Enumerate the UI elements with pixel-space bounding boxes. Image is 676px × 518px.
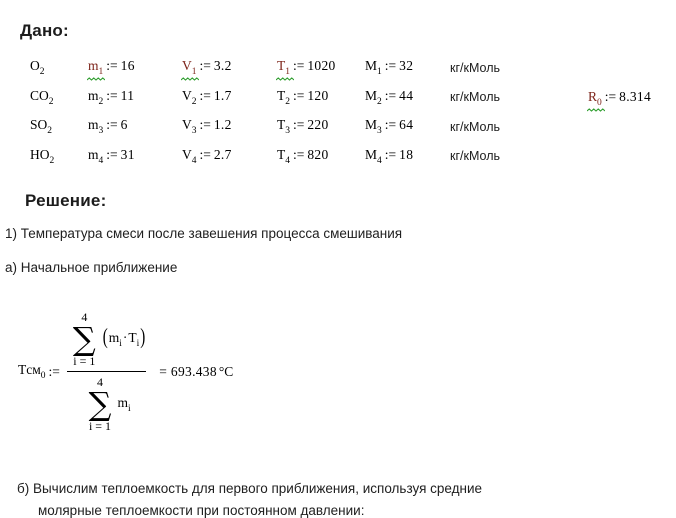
- gas-formula-so2[interactable]: [30, 117, 88, 136]
- m1-assignment[interactable]: [88, 58, 182, 77]
- close-paren: ): [140, 325, 146, 349]
- assign-operator: :=: [384, 58, 397, 74]
- step1b-text-line2: молярные теплоемкости при постоянном давлении:: [38, 503, 365, 518]
- variable-t1: [277, 58, 290, 77]
- given-row-so2: [30, 112, 560, 142]
- value: 820: [307, 146, 329, 162]
- gas-subscript: 2: [48, 96, 54, 107]
- t1-assignment[interactable]: [277, 58, 365, 77]
- sum-lower-limit: i = 1: [73, 354, 96, 368]
- variable-v4: [182, 146, 197, 166]
- denominator-expression: [117, 395, 130, 414]
- assign-operator: :=: [48, 363, 60, 379]
- variable-name: M: [365, 87, 378, 103]
- result-unit: °C: [218, 363, 234, 379]
- variable-name: T: [277, 146, 286, 162]
- assign-operator: :=: [106, 87, 118, 103]
- v1-assignment[interactable]: [182, 58, 277, 77]
- value: 6: [120, 117, 128, 133]
- given-row-o2: [30, 53, 560, 83]
- variable-subscript: 1: [191, 67, 197, 78]
- variable-m3: [88, 117, 104, 137]
- sigma-icon: ∑: [88, 385, 112, 424]
- summation-symbol: [73, 310, 96, 368]
- gas-symbol: SO: [30, 117, 48, 133]
- solution-heading: Решение:: [25, 191, 107, 210]
- variable-name: m: [88, 117, 99, 133]
- variable-name: T: [277, 117, 286, 133]
- step1-text: 1) Температура смеси после завешения процесса смешивания: [5, 226, 403, 241]
- variable-name: T: [128, 329, 137, 345]
- value: 220: [307, 117, 329, 133]
- open-paren: (: [102, 325, 108, 349]
- unit-label: кг/кМоль: [450, 119, 501, 134]
- gas-symbol: O: [30, 58, 40, 74]
- step1b-text-line1: б) Вычислим теплоемкость для первого приближения, используя средние: [17, 481, 482, 496]
- M3-assignment[interactable]: [365, 117, 450, 136]
- variable-subscript: 3: [285, 126, 290, 137]
- m3-assignment[interactable]: [88, 117, 182, 136]
- redefinition-squiggle-icon: [276, 77, 294, 81]
- unit-label: кг/кМоль: [450, 90, 501, 105]
- variable-subscript: 4: [98, 155, 104, 166]
- variable-m2: [88, 87, 104, 107]
- tcm0-variable: [18, 362, 46, 381]
- value: 1.2: [213, 117, 232, 133]
- variable-name: M: [365, 117, 378, 133]
- step1a-text: а) Начальное приближение: [5, 260, 178, 275]
- given-row-co2: [30, 83, 560, 113]
- fraction: [67, 310, 146, 433]
- assign-operator: :=: [384, 146, 397, 162]
- variable-subscript: 3: [98, 126, 104, 137]
- value: 11: [120, 87, 135, 103]
- variable-M4: [365, 146, 382, 166]
- M4-assignment[interactable]: [365, 147, 450, 166]
- numerator-expression: [102, 325, 147, 349]
- variable-subscript: i: [136, 338, 140, 349]
- gas-subscript: 2: [47, 126, 53, 137]
- assign-operator: :=: [604, 89, 617, 104]
- v3-assignment[interactable]: [182, 117, 277, 136]
- variable-v3: [182, 117, 197, 137]
- given-heading: Дано:: [20, 21, 69, 40]
- redefinition-squiggle-icon: [87, 77, 105, 81]
- t4-assignment[interactable]: [277, 147, 365, 166]
- result-value: 693.438: [170, 363, 217, 379]
- gas-symbol: HO: [30, 146, 50, 162]
- m4-assignment[interactable]: [88, 147, 182, 166]
- variable-subscript: 2: [285, 96, 290, 107]
- variable-name: Tсм: [18, 362, 41, 378]
- variable-subscript: 2: [98, 96, 104, 107]
- assign-operator: :=: [384, 117, 397, 133]
- sigma-icon: ∑: [72, 320, 96, 358]
- value: 120: [307, 87, 329, 103]
- given-table: [30, 53, 560, 171]
- value: 2.7: [213, 146, 232, 162]
- variable-subscript: 3: [191, 126, 197, 137]
- assign-operator: :=: [106, 117, 118, 133]
- sum-upper-limit: 4: [97, 375, 104, 390]
- variable-M1: [365, 58, 382, 78]
- gas-formula-ho2[interactable]: [30, 147, 88, 166]
- gas-subscript: 2: [49, 155, 55, 166]
- variable-v1: [182, 58, 197, 77]
- sum-lower-limit: i = 1: [88, 419, 112, 434]
- variable-subscript: i: [127, 403, 131, 414]
- variable-name: m: [117, 394, 128, 410]
- variable-t2: [277, 87, 290, 107]
- variable-subscript: 2: [377, 96, 382, 107]
- value: 8.314: [619, 89, 652, 104]
- variable-subscript: 3: [377, 126, 382, 137]
- v2-assignment[interactable]: [182, 88, 277, 107]
- variable-name: m: [108, 329, 120, 345]
- t3-assignment[interactable]: [277, 117, 365, 136]
- multiply-dot: ·: [122, 329, 128, 345]
- value: 64: [399, 117, 414, 133]
- variable-subscript: 2: [191, 96, 197, 107]
- assign-operator: :=: [199, 58, 211, 74]
- variable-name: V: [182, 146, 192, 162]
- gas-formula-co2[interactable]: [30, 88, 88, 107]
- variable-name: T: [277, 58, 286, 74]
- variable-M2: [365, 87, 382, 107]
- value: 32: [399, 58, 414, 74]
- variable-subscript: 1: [285, 67, 290, 78]
- variable-name: m: [88, 146, 99, 162]
- r0-assignment[interactable]: [588, 89, 651, 108]
- variable-t3: [277, 117, 290, 137]
- variable-name: R: [588, 89, 598, 104]
- assign-operator: :=: [199, 87, 211, 103]
- m2-assignment[interactable]: [88, 88, 182, 107]
- assign-operator: :=: [106, 146, 118, 162]
- assign-operator: :=: [199, 146, 211, 162]
- redefinition-squiggle-icon: [587, 108, 605, 112]
- variable-t4: [277, 146, 290, 166]
- value: 1.7: [213, 87, 232, 103]
- variable-name: M: [365, 146, 378, 162]
- variable-m1: [88, 58, 103, 77]
- M1-assignment[interactable]: [365, 58, 450, 77]
- variable-subscript: i: [119, 338, 122, 349]
- gas-formula-o2[interactable]: [30, 58, 88, 77]
- variable-name: m: [88, 87, 99, 103]
- gas-subscript: 2: [39, 67, 45, 78]
- gas-symbol: CO: [30, 87, 49, 103]
- variable-name: m: [88, 58, 99, 74]
- variable-subscript: 4: [191, 155, 197, 166]
- variable-name: M: [365, 58, 378, 74]
- fraction-bar: [67, 371, 146, 372]
- variable-name: V: [182, 87, 192, 103]
- unit-label: кг/кМоль: [450, 149, 501, 164]
- value: 44: [399, 87, 414, 103]
- assign-operator: :=: [106, 58, 118, 74]
- variable-subscript: 4: [377, 155, 382, 166]
- redefinition-squiggle-icon: [181, 77, 199, 81]
- initial-approximation-formula[interactable]: [18, 310, 233, 433]
- variable-name: T: [277, 87, 286, 103]
- equals-operator: =: [159, 363, 167, 379]
- assign-operator: :=: [293, 117, 305, 133]
- value: 1020: [307, 58, 336, 74]
- assign-operator: :=: [293, 87, 305, 103]
- variable-r0: [588, 89, 602, 108]
- variable-M3: [365, 117, 382, 137]
- assign-operator: :=: [199, 117, 211, 133]
- given-row-ho2: [30, 142, 560, 172]
- variable-subscript: 0: [597, 98, 602, 108]
- t2-assignment[interactable]: [277, 88, 365, 107]
- value: 18: [399, 146, 414, 162]
- variable-m4: [88, 146, 104, 166]
- M2-assignment[interactable]: [365, 88, 450, 107]
- summation-symbol: [89, 375, 112, 433]
- variable-v2: [182, 87, 197, 107]
- assign-operator: :=: [384, 87, 397, 103]
- variable-subscript: 1: [98, 67, 104, 78]
- v4-assignment[interactable]: [182, 147, 277, 166]
- variable-subscript: 1: [377, 67, 382, 78]
- denominator: [83, 375, 131, 433]
- numerator: [67, 310, 146, 368]
- value: 31: [120, 146, 135, 162]
- variable-subscript: 0: [40, 371, 46, 382]
- variable-name: V: [182, 58, 192, 74]
- assign-operator: :=: [293, 58, 305, 74]
- value: 16: [120, 58, 135, 74]
- sum-upper-limit: 4: [81, 310, 88, 324]
- assign-operator: :=: [293, 146, 305, 162]
- variable-subscript: 4: [285, 155, 290, 166]
- variable-name: V: [182, 117, 192, 133]
- unit-label: кг/кМоль: [450, 60, 501, 75]
- value: 3.2: [213, 58, 232, 74]
